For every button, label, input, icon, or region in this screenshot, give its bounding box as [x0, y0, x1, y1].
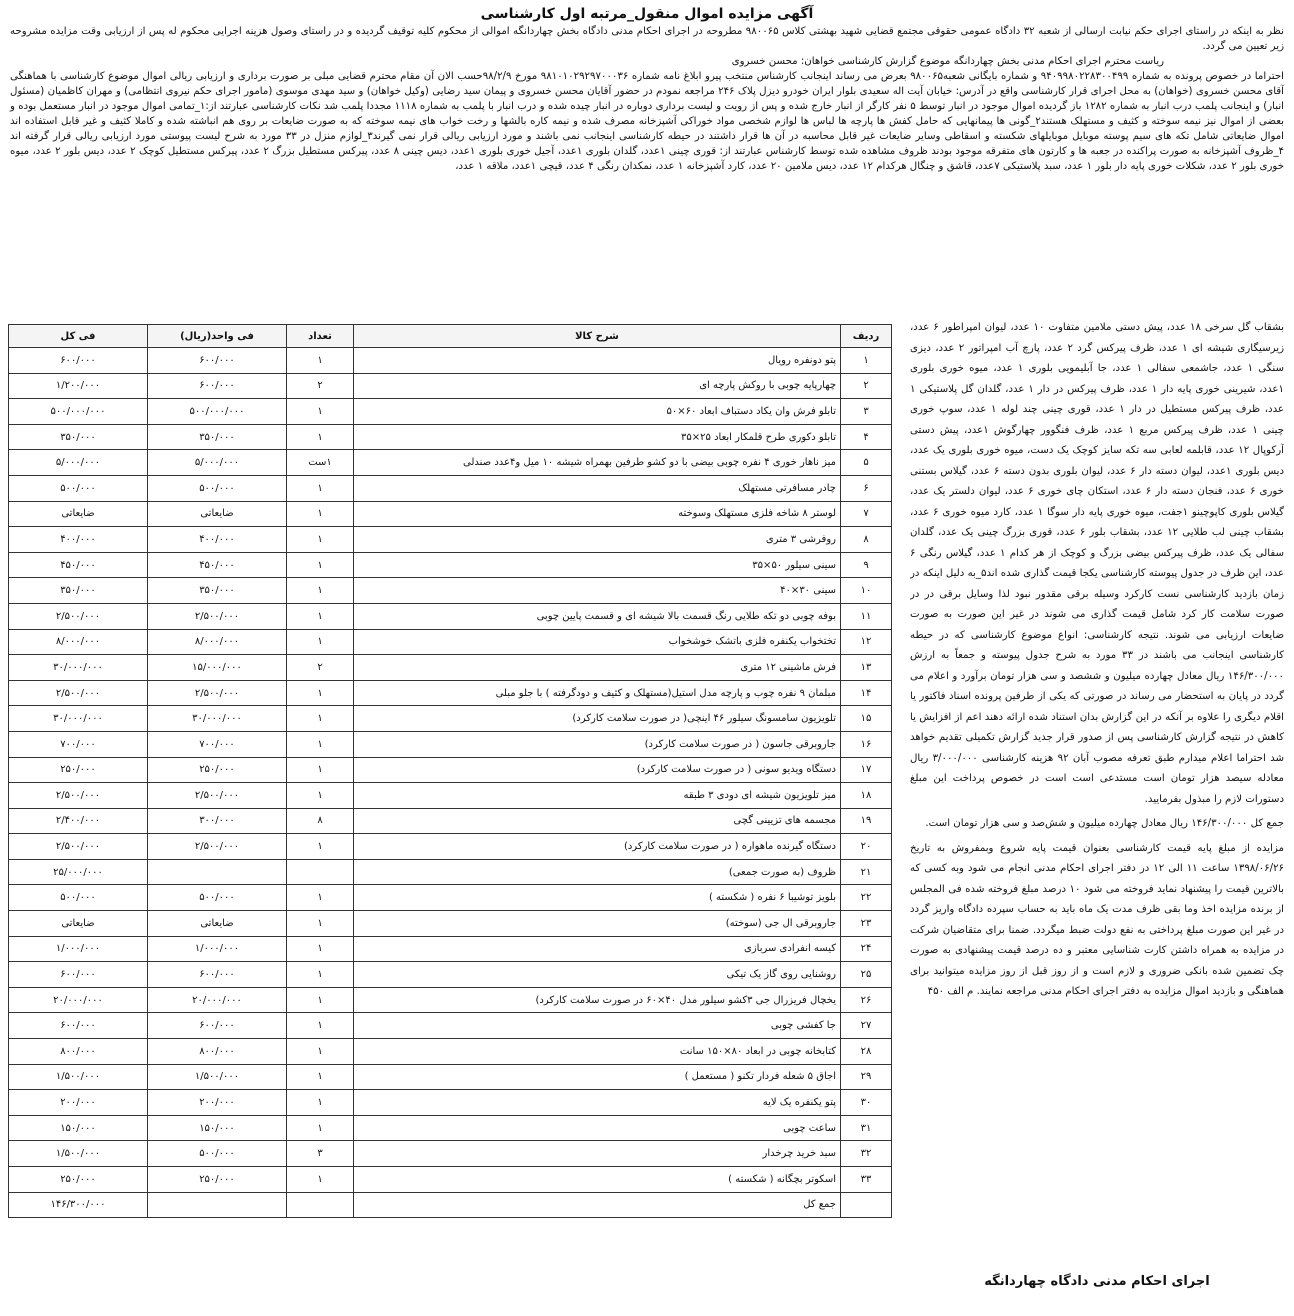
row-unit-price: ۶۰۰/۰۰۰	[148, 348, 287, 374]
row-description: فرش ماشینی ۱۲ متری	[354, 655, 841, 681]
row-index: ۲	[841, 373, 892, 399]
row-total-price: ۵۰۰/۰۰۰/۰۰۰	[9, 399, 148, 425]
row-description: مجسمه های تزیینی گچی	[354, 808, 841, 834]
row-total-price: ۲۵/۰۰۰/۰۰۰	[9, 859, 148, 885]
row-index: ۷	[841, 501, 892, 527]
intro-paragraph-2: ریاست محترم اجرای احکام مدنی بخش چهاردانگه موضوع گزارش کارشناسی خواهان: محسن خسروی	[731, 56, 1164, 67]
row-description: جاروبرقی جاسون ( در صورت سلامت کارکرد)	[354, 731, 841, 757]
row-unit-price: ۱۵۰/۰۰۰	[148, 1115, 287, 1141]
row-quantity: ۱	[287, 962, 354, 988]
row-index: ۲۴	[841, 936, 892, 962]
row-quantity: ۱	[287, 527, 354, 553]
signature: اجرای احکام مدنی دادگاه چهاردانگه	[984, 1274, 1210, 1289]
row-description: سبد خرید چرخدار	[354, 1141, 841, 1167]
row-description: تلویزیون سامسونگ سیلور ۴۶ اینچی( در صورت سلامت کارکرد)	[354, 706, 841, 732]
row-total-price: ۶۰۰/۰۰۰	[9, 348, 148, 374]
row-description: مبلمان ۹ نفره چوب و پارچه مدل استیل(مستهلک و کثیف و دودگرفته ) با جلو مبلی	[354, 680, 841, 706]
row-quantity: ۲	[287, 655, 354, 681]
row-description: سینی ۳۰×۴۰	[354, 578, 841, 604]
row-total-price: ۲/۵۰۰/۰۰۰	[9, 783, 148, 809]
row-quantity: ۱	[287, 1013, 354, 1039]
row-unit-price: ۳۰۰/۰۰۰	[148, 808, 287, 834]
row-index: ۳۲	[841, 1141, 892, 1167]
row-index: ۱۸	[841, 783, 892, 809]
row-index: ۲۹	[841, 1064, 892, 1090]
row-quantity: ۸	[287, 808, 354, 834]
row-unit-price: ۳۵۰/۰۰۰	[148, 424, 287, 450]
row-index: ۳۰	[841, 1090, 892, 1116]
table-row	[9, 552, 892, 578]
row-quantity: ۱	[287, 987, 354, 1013]
table-row	[9, 731, 892, 757]
report-paragraph-3: مزایده از مبلغ پایه قیمت کارشناسی بعنوان قیمت پایه شروع وبمفروش به تاریخ ۱۳۹۸/۰۶/۲۶ ساعت ۱۱ الی ۱۲ در دفتر اجرای احکام مدنی انجام می شود وبه کسی که بالاترین قیمت را پیشنهاد نماید فروخته می شود ۱۰ درصد مبلغ فروخته شده فی المجلس از برنده مزایده اخذ وما بقی ظرف مدت یک ماه باید به حساب سپرده دادگاه واریز گردد در غیر این صورت مبلغ پرداختی به نفع دولت ضبط میگردد. ضمنا برای متقاضیان شرکت در مزایده به همراه داشتن کارت شناسایی معتبر و ده درصد قیمت پیشنهادی به صورت چک تضمین شده بانکی ضروری و لازم است و از روز قبل از روز مزایده میتوانید برای هماهنگی و بازدید اموال مزایده به دفتر اجرای احکام مدنی مراجعه نمایند. م الف ۴۵۰	[910, 842, 1284, 997]
table-row	[9, 859, 892, 885]
row-description: سینی سیلور ۵۰×۳۵	[354, 552, 841, 578]
table-row	[9, 527, 892, 553]
table-row	[9, 373, 892, 399]
row-index: ۲۰	[841, 834, 892, 860]
row-description: کیسه انفرادی سربازی	[354, 936, 841, 962]
row-index: ۱۱	[841, 603, 892, 629]
row-index: ۲۱	[841, 859, 892, 885]
row-total-price: ۵۰۰/۰۰۰	[9, 475, 148, 501]
header-index: ردیف	[841, 325, 892, 348]
row-total-price: ۲۵۰/۰۰۰	[9, 757, 148, 783]
row-description: بلویز توشیبا ۶ نفره ( شکسته )	[354, 885, 841, 911]
row-index: ۱۷	[841, 757, 892, 783]
row-unit-price: ۲/۵۰۰/۰۰۰	[148, 680, 287, 706]
row-total-price: ۳۵۰/۰۰۰	[9, 578, 148, 604]
row-quantity: ۱	[287, 578, 354, 604]
row-description: بوفه چوبی دو تکه طلایی رنگ قسمت بالا شیشه ای و قسمت پایین چوبی	[354, 603, 841, 629]
row-unit-price	[148, 859, 287, 885]
row-quantity: ۱	[287, 757, 354, 783]
row-index: ۱	[841, 348, 892, 374]
table-row	[9, 1167, 892, 1193]
row-total-price: ۲۰۰/۰۰۰	[9, 1090, 148, 1116]
row-unit-price: ۱/۵۰۰/۰۰۰	[148, 1064, 287, 1090]
table-row	[9, 911, 892, 937]
row-unit-price: ۸/۰۰۰/۰۰۰	[148, 629, 287, 655]
row-total-price: ۲/۵۰۰/۰۰۰	[9, 603, 148, 629]
row-index: ۱۶	[841, 731, 892, 757]
items-table	[8, 324, 892, 1218]
row-index: ۲۳	[841, 911, 892, 937]
row-total-price: ۳۵۰/۰۰۰	[9, 424, 148, 450]
row-index: ۲۸	[841, 1039, 892, 1065]
row-description: کتابخانه چوبی در ابعاد ۸۰×۱۵۰ سانت	[354, 1039, 841, 1065]
row-unit-price: ۲۵۰/۰۰۰	[148, 1167, 287, 1193]
row-description: جاروبرقی ال جی (سوخته)	[354, 911, 841, 937]
row-quantity: ۱	[287, 1064, 354, 1090]
row-index: ۶	[841, 475, 892, 501]
row-description: دستگاه گیرنده ماهواره ( در صورت سلامت کارکرد)	[354, 834, 841, 860]
row-description: ساعت چوبی	[354, 1115, 841, 1141]
row-total-price: ۷۰۰/۰۰۰	[9, 731, 148, 757]
intro-text	[4, 24, 1290, 316]
row-description: پتو دونفره رویال	[354, 348, 841, 374]
row-index: ۲۶	[841, 987, 892, 1013]
row-unit-price: ۲/۵۰۰/۰۰۰	[148, 834, 287, 860]
report-paragraph-1: بشقاب گل سرخی ۱۸ عدد، پیش دستی ملامین متفاوت ۱۰ عدد، لیوان امپراطور ۶ عدد، زیرسیگاری شیشه ای ۱ عدد، ظرف پیرکس گرد ۲ عدد، پارچ آب امپراتور ۲ عدد، دیزی سنگی ۱ عدد، جاشمعی سفالی ۱ عدد، جا آبلیمویی بلوری ۱ عدد، میوه خوری بلوری ۱عدد، شیرینی خوری پایه دار ۱ عدد، ظرف پیرکس در دار ۱ عدد، گلدان گل پلاستیکی ۱ عدد، ظرف پیرکس مستطیل در دار ۱ عدد، قوری چینی چند لوله ۱ عدد، سوپ خوری چینی ۱ عدد، ظرف پیرکس مربع ۱ عدد، ظرف فنگوور چهارگوش ۱عدد، پیش دستی آرکوپال ۱۲ عدد، قابلمه لعابی سه تکه سایز کوچک یک دست، میوه خوری بلوری یک عدد، دیس بلوری ۱عدد، لیوان دسته دار ۶ عدد، لیوان بلوری بدون دسته ۶ عدد، گیلاس بستنی خوری ۶ عدد، فنجان دسته دار ۶ عدد، استکان چای خوری ۶ عدد، لیوان دلستر یک عدد، گیلاس بلوری کاپوچینو ۱جفت، میوه خوری پایه دار سوگا ۱ عدد، کارد میوه خوری ۶ عدد، بشقاب چینی لب طلایی ۱۲ عدد، بشقاب بلور ۶ عدد، قوری بزرگ چینی یک عدد، گلدان سفالی یک عدد، ظرف پیرکس بیضی بزرگ و کوچک از هر کدام ۱ عدد، گیلاس رنگی ۶ عدد، این ظرف در جدول پیوسته کارشناسی یکجا قیمت گذاری شده اند۵_به دلیل اینکه در زمان بازدید کارشناسی نست کارکرد وسیله برقی مقدور نبود لذا وسایل برقی در در صورت سلامت کار کرد شامل قیمت گذاری می شوند در غیر این صورت به صورت ضایعات ارزیابی می شوند. نتیجه کارشناسی: انواع موضوع کارشناسی که در حیطه کارشناسی اینجانب می باشند در ۳۳ مورد به شرح جدول پیوسته و جمعاً به ارزش ۱۴۶/۳۰۰/۰۰۰ ریال معادل چهارده میلیون و ششصد و سی هزار تومان برآورد و اعلام می گردد در پایان به استحضار می رساند در صورتی که یکی از طرفین پرونده اسناد فاکتور یا اقلام دیگری را علاوه بر آنکه در این گزارش بدان استناد شده ارائه دهند اعم از افزایش یا کاهش در نتیجه گزارش کارشناسی پس از صدور قرار جدید گزارش تکمیلی تقدیم خواهد شد احتراما اعلام میدارم طبق تعرفه مصوب آبان ۹۲ هزینه کارشناسی ۳/۰۰۰/۰۰۰ ریال معادله سیصد هزار تومان است مستدعی است است در خصوص پرداخت این مبلغ دستورات لازم را مبذول بفرمایید.	[910, 322, 1284, 805]
header-total-price: فی کل	[9, 325, 148, 348]
row-quantity: ۳	[287, 1141, 354, 1167]
row-quantity: ۱	[287, 629, 354, 655]
row-quantity: ۱	[287, 706, 354, 732]
row-index: ۹	[841, 552, 892, 578]
row-unit-price: ۲۵۰/۰۰۰	[148, 757, 287, 783]
total-label: جمع کل	[354, 1192, 841, 1218]
row-quantity: ۱	[287, 885, 354, 911]
row-description: پتو یکنفره یک لایه	[354, 1090, 841, 1116]
table-row	[9, 1115, 892, 1141]
row-unit-price: ۶۰۰/۰۰۰	[148, 1013, 287, 1039]
table-row	[9, 655, 892, 681]
table-row	[9, 348, 892, 374]
table-row	[9, 1064, 892, 1090]
row-unit-price: ۷۰۰/۰۰۰	[148, 731, 287, 757]
row-unit-price: ۲/۵۰۰/۰۰۰	[148, 783, 287, 809]
row-quantity: ۱	[287, 783, 354, 809]
table-row	[9, 629, 892, 655]
row-description: چادر مسافرتی مستهلک	[354, 475, 841, 501]
row-unit-price: ۳۵۰/۰۰۰	[148, 578, 287, 604]
row-unit-price: ۵۰۰/۰۰۰	[148, 1141, 287, 1167]
row-unit-price: ۲۰/۰۰۰/۰۰۰	[148, 987, 287, 1013]
row-quantity: ۱	[287, 1090, 354, 1116]
row-total-price: ضایعاتی	[9, 501, 148, 527]
row-unit-price: ۳۰/۰۰۰/۰۰۰	[148, 706, 287, 732]
row-quantity: ۱	[287, 936, 354, 962]
row-quantity: ۱ست	[287, 450, 354, 476]
total-spacer-unit	[148, 1192, 287, 1218]
row-unit-price: ۲/۵۰۰/۰۰۰	[148, 603, 287, 629]
row-unit-price: ضایعاتی	[148, 911, 287, 937]
table-header-row	[9, 325, 892, 348]
row-total-price: ۱/۰۰۰/۰۰۰	[9, 936, 148, 962]
row-total-price: ۲/۴۰۰/۰۰۰	[9, 808, 148, 834]
row-unit-price: ۵۰۰/۰۰۰	[148, 885, 287, 911]
table-row	[9, 1141, 892, 1167]
row-quantity: ۱	[287, 1115, 354, 1141]
notice-title: آگهی مزایده اموال منقول_مرتبه اول کارشناسی	[480, 6, 814, 22]
row-quantity	[287, 859, 354, 885]
row-total-price: ۱/۵۰۰/۰۰۰	[9, 1064, 148, 1090]
total-value: ۱۴۶/۳۰۰/۰۰۰	[9, 1192, 148, 1218]
intro-paragraph-1: نظر به اینکه در راستای اجرای حکم نیابت ارسالی از شعبه ۳۲ دادگاه عمومی حقوقی مجتمع قضایی شهید بهشتی کلاس ۹۸۰۰۶۵ مطروحه در اجرای احکام مدنی دادگاه بخش چهاردانگه اموالی از محکوم کلیه توقیف گردیده و در راستای وصول هزینه اجرایی محکوم له پس از ارزیابی وقت مزایده مشروحه زیر تعیین می گردد.	[10, 26, 1284, 52]
row-quantity: ۲	[287, 373, 354, 399]
table-row	[9, 757, 892, 783]
row-unit-price: ۶۰۰/۰۰۰	[148, 373, 287, 399]
row-description: روفرشی ۳ متری	[354, 527, 841, 553]
row-description: تختخواب یکنفره فلزی باتشک خوشخواب	[354, 629, 841, 655]
row-description: دستگاه ویدیو سونی ( در صورت سلامت کارکرد)	[354, 757, 841, 783]
row-quantity: ۱	[287, 348, 354, 374]
row-description: لوستر ۸ شاخه فلزی مستهلک وسوخته	[354, 501, 841, 527]
row-total-price: ۸۰۰/۰۰۰	[9, 1039, 148, 1065]
row-quantity: ۱	[287, 501, 354, 527]
row-index: ۳	[841, 399, 892, 425]
row-unit-price: ۴۰۰/۰۰۰	[148, 527, 287, 553]
row-description: جا کفشی چوبی	[354, 1013, 841, 1039]
row-quantity: ۱	[287, 680, 354, 706]
row-description: تابلو فرش وان یکاد دستباف ابعاد ۶۰×۵۰	[354, 399, 841, 425]
row-index: ۴	[841, 424, 892, 450]
row-unit-price: ۴۵۰/۰۰۰	[148, 552, 287, 578]
row-unit-price: ۸۰۰/۰۰۰	[148, 1039, 287, 1065]
row-total-price: ۱/۲۰۰/۰۰۰	[9, 373, 148, 399]
row-description: اجاق ۵ شعله فردار تکنو ( مستعمل )	[354, 1064, 841, 1090]
table-row	[9, 987, 892, 1013]
table-row	[9, 578, 892, 604]
row-description: یخچال فریزرال جی ۳کشو سیلور مدل ۴۰×۶۰ در صورت سلامت کارکرد)	[354, 987, 841, 1013]
row-unit-price: ۵۰۰/۰۰۰/۰۰۰	[148, 399, 287, 425]
row-index: ۱۳	[841, 655, 892, 681]
table-row	[9, 1013, 892, 1039]
row-total-price: ۶۰۰/۰۰۰	[9, 1013, 148, 1039]
row-quantity: ۱	[287, 399, 354, 425]
row-unit-price: ۶۰۰/۰۰۰	[148, 962, 287, 988]
row-description: ظروف (به صورت جمعی)	[354, 859, 841, 885]
row-total-price: ۱۵۰/۰۰۰	[9, 1115, 148, 1141]
row-description: روشنایی روی گاز یک تیکی	[354, 962, 841, 988]
table-row	[9, 962, 892, 988]
row-unit-price: ۲۰۰/۰۰۰	[148, 1090, 287, 1116]
row-quantity: ۱	[287, 1167, 354, 1193]
row-total-price: ۲/۵۰۰/۰۰۰	[9, 680, 148, 706]
header-quantity: تعداد	[287, 325, 354, 348]
row-total-price: ۱/۵۰۰/۰۰۰	[9, 1141, 148, 1167]
row-index: ۲۲	[841, 885, 892, 911]
header-unit-price: فی واحد(ریال)	[148, 325, 287, 348]
row-index: ۳۳	[841, 1167, 892, 1193]
table-row	[9, 936, 892, 962]
row-total-price: ۲/۵۰۰/۰۰۰	[9, 834, 148, 860]
table-row	[9, 450, 892, 476]
row-total-price: ۵۰۰/۰۰۰	[9, 885, 148, 911]
table-row	[9, 885, 892, 911]
auction-notice	[4, 4, 1290, 1312]
row-total-price: ۳۰/۰۰۰/۰۰۰	[9, 655, 148, 681]
total-row	[9, 1192, 892, 1218]
row-total-price: ۳۰/۰۰۰/۰۰۰	[9, 706, 148, 732]
row-description: میز تلویزیون شیشه ای دودی ۳ طبقه	[354, 783, 841, 809]
row-description: چهارپایه چوبی با روکش پارچه ای	[354, 373, 841, 399]
row-unit-price: ۵۰۰/۰۰۰	[148, 475, 287, 501]
report-paragraph-2: جمع کل ۱۴۶/۳۰۰/۰۰۰ ریال معادل چهارده میلیون و شش‌صد و سی هزار تومان است.	[925, 818, 1284, 829]
header-description: شرح کالا	[354, 325, 841, 348]
table-row	[9, 808, 892, 834]
row-description: تابلو دکوری طرح قلمکار ابعاد ۲۵×۳۵	[354, 424, 841, 450]
row-index: ۱۲	[841, 629, 892, 655]
row-unit-price: ضایعاتی	[148, 501, 287, 527]
row-total-price: ۴۰۰/۰۰۰	[9, 527, 148, 553]
row-quantity: ۱	[287, 834, 354, 860]
row-index: ۱۴	[841, 680, 892, 706]
row-quantity: ۱	[287, 731, 354, 757]
row-description: میز ناهار خوری ۴ نفره چوبی بیضی با دو کشو طرفین بهمراه شیشه ۱۰ میل و۴عدد صندلی	[354, 450, 841, 476]
table-body	[9, 348, 892, 1193]
row-index: ۱۹	[841, 808, 892, 834]
row-quantity: ۱	[287, 911, 354, 937]
row-quantity: ۱	[287, 552, 354, 578]
intro-paragraph-3: احتراما در خصوص پرونده به شماره ۹۴۰۹۹۸۰۲۲۸۳۰۰۴۹۹ و شماره بایگانی شعبه۹۸۰۰۶۵ بعرض می رساند اینجانب کارشناس منتخب پیرو ابلاغ نامه شماره ۹۸۱۰۱۰۲۹۲۹۷۰۰۰۳۶ مورخ ۹۸/۲/۹حسب الان آن مقام محترم قضایی مبلی بر صورت برداری و ارزیابی ریالی اموال موضوع کارشناسی با هماهنگی آقای محسن خسروی (خواهان) به محل اجرای قرار کارشناسی واقع در آدرس: خیابان آیت اله سعیدی بلوار ایران خودرو دیزل پلاک ۲۴۶ مراجعه نمودم در حضور آقایان محسن خسروی و پیمان سید رضایی (وکیل خواهان) و سید مهدی موسوی (مامور اجرای حکم نیروی انتظامی) و مهران کاظمیان (مسئول انبار) و اینجانب پلمب درب انبار به شماره ۱۲۸۲ باز گردیده اموال موجود در انبار توسط ۵ نفر کارگر از انبار خارج شده و پس از رویت و لیست برداری دوباره در انبار چیده شده و درب انبار با پلمب به شماره ۱۱۱۸ مجددا پلمب شد نکات کارشناسی عبارتند از:۱_تمامی اموال موجود در انبار مستعمل بوده و بعضی از اموال نیز نیمه سوخته و کثیف و مستهلک هستند۲_گونی ها پیمانهایی که حامل کفش ها پارچه ها لباس ها لوازم شخصی مواد خوراکی آشپزخانه مصرف شده و نیمه کاره بالشها و رخت خواب های نیمه سوخته که به صورت ضایعات بر روی هم انباشته شده و کاملا کثیف و غیر قابل استفاده اند اموال ضایعاتی شامل تکه های سیم پوسته موبایل موبایلهای شکسته و اسقاطی وسایر ضایعات غیر قابل محاسبه در آن ها قرار داشتند در حیطه کارشناسی اینجانب نمی باشند و مورد ارزیابی ریالی قرار نمی گیرند۳_لوازم منزل در ۳۳ مورد به شرح لیست پیوستی مورد ارزیابی ریالی قرار گرفته اند ۴_ظروف آشپزخانه به صورت پراکنده در جعبه ها و کارتون های متفرقه موجود بودند ظروف مشاهده شده توسط کارشناس عبارتند از: قوری چینی ۱عدد، گلدان بلوری ۱عدد، آجیل خوری بلوری ۱عدد، دیس چینی ۸ عدد، پیرکس مستطیل بزرگ ۲ عدد، پیرکس مستطیل کوچک ۲ عدد، دیس بلور ۲ عدد، میوه خوری بلور ۲ عدد، شکلات خوری پایه دار بلور ۱ عدد، سبد پلاستیکی ۷عدد، قاشق و چنگال هرکدام ۱۲ عدد، دیس ملامین ۲۰ عدد، کارد آشپزخانه ۱ عدد، نمکدان رنگی ۴ عدد، قیچی ۱عدد، ملاقه ۱ عدد،	[10, 71, 1285, 172]
row-index: ۱۵	[841, 706, 892, 732]
table-row	[9, 834, 892, 860]
row-quantity: ۱	[287, 424, 354, 450]
table-row	[9, 603, 892, 629]
row-total-price: ۵/۰۰۰/۰۰۰	[9, 450, 148, 476]
report-continuation	[910, 318, 1284, 1288]
items-table-wrap	[8, 324, 892, 1218]
table-row	[9, 424, 892, 450]
row-index: ۲۵	[841, 962, 892, 988]
table-row	[9, 1090, 892, 1116]
row-total-price: ۸/۰۰۰/۰۰۰	[9, 629, 148, 655]
row-unit-price: ۵/۰۰۰/۰۰۰	[148, 450, 287, 476]
row-total-price: ۴۵۰/۰۰۰	[9, 552, 148, 578]
row-quantity: ۱	[287, 603, 354, 629]
row-index: ۵	[841, 450, 892, 476]
table-row	[9, 501, 892, 527]
row-total-price: ۶۰۰/۰۰۰	[9, 962, 148, 988]
table-row	[9, 783, 892, 809]
row-index: ۱۰	[841, 578, 892, 604]
row-total-price: ضایعاتی	[9, 911, 148, 937]
row-index: ۸	[841, 527, 892, 553]
table-row	[9, 475, 892, 501]
table-row	[9, 399, 892, 425]
table-row	[9, 1039, 892, 1065]
table-row	[9, 706, 892, 732]
row-total-price: ۲۰/۰۰۰/۰۰۰	[9, 987, 148, 1013]
row-total-price: ۲۵۰/۰۰۰	[9, 1167, 148, 1193]
row-index: ۳۱	[841, 1115, 892, 1141]
row-quantity: ۱	[287, 475, 354, 501]
row-description: اسکوتر بچگانه ( شکسته )	[354, 1167, 841, 1193]
total-spacer-qty	[287, 1192, 354, 1218]
row-index: ۲۷	[841, 1013, 892, 1039]
table-row	[9, 680, 892, 706]
row-unit-price: ۱۵/۰۰۰/۰۰۰	[148, 655, 287, 681]
row-quantity: ۱	[287, 1039, 354, 1065]
total-spacer	[841, 1192, 892, 1218]
row-unit-price: ۱/۰۰۰/۰۰۰	[148, 936, 287, 962]
